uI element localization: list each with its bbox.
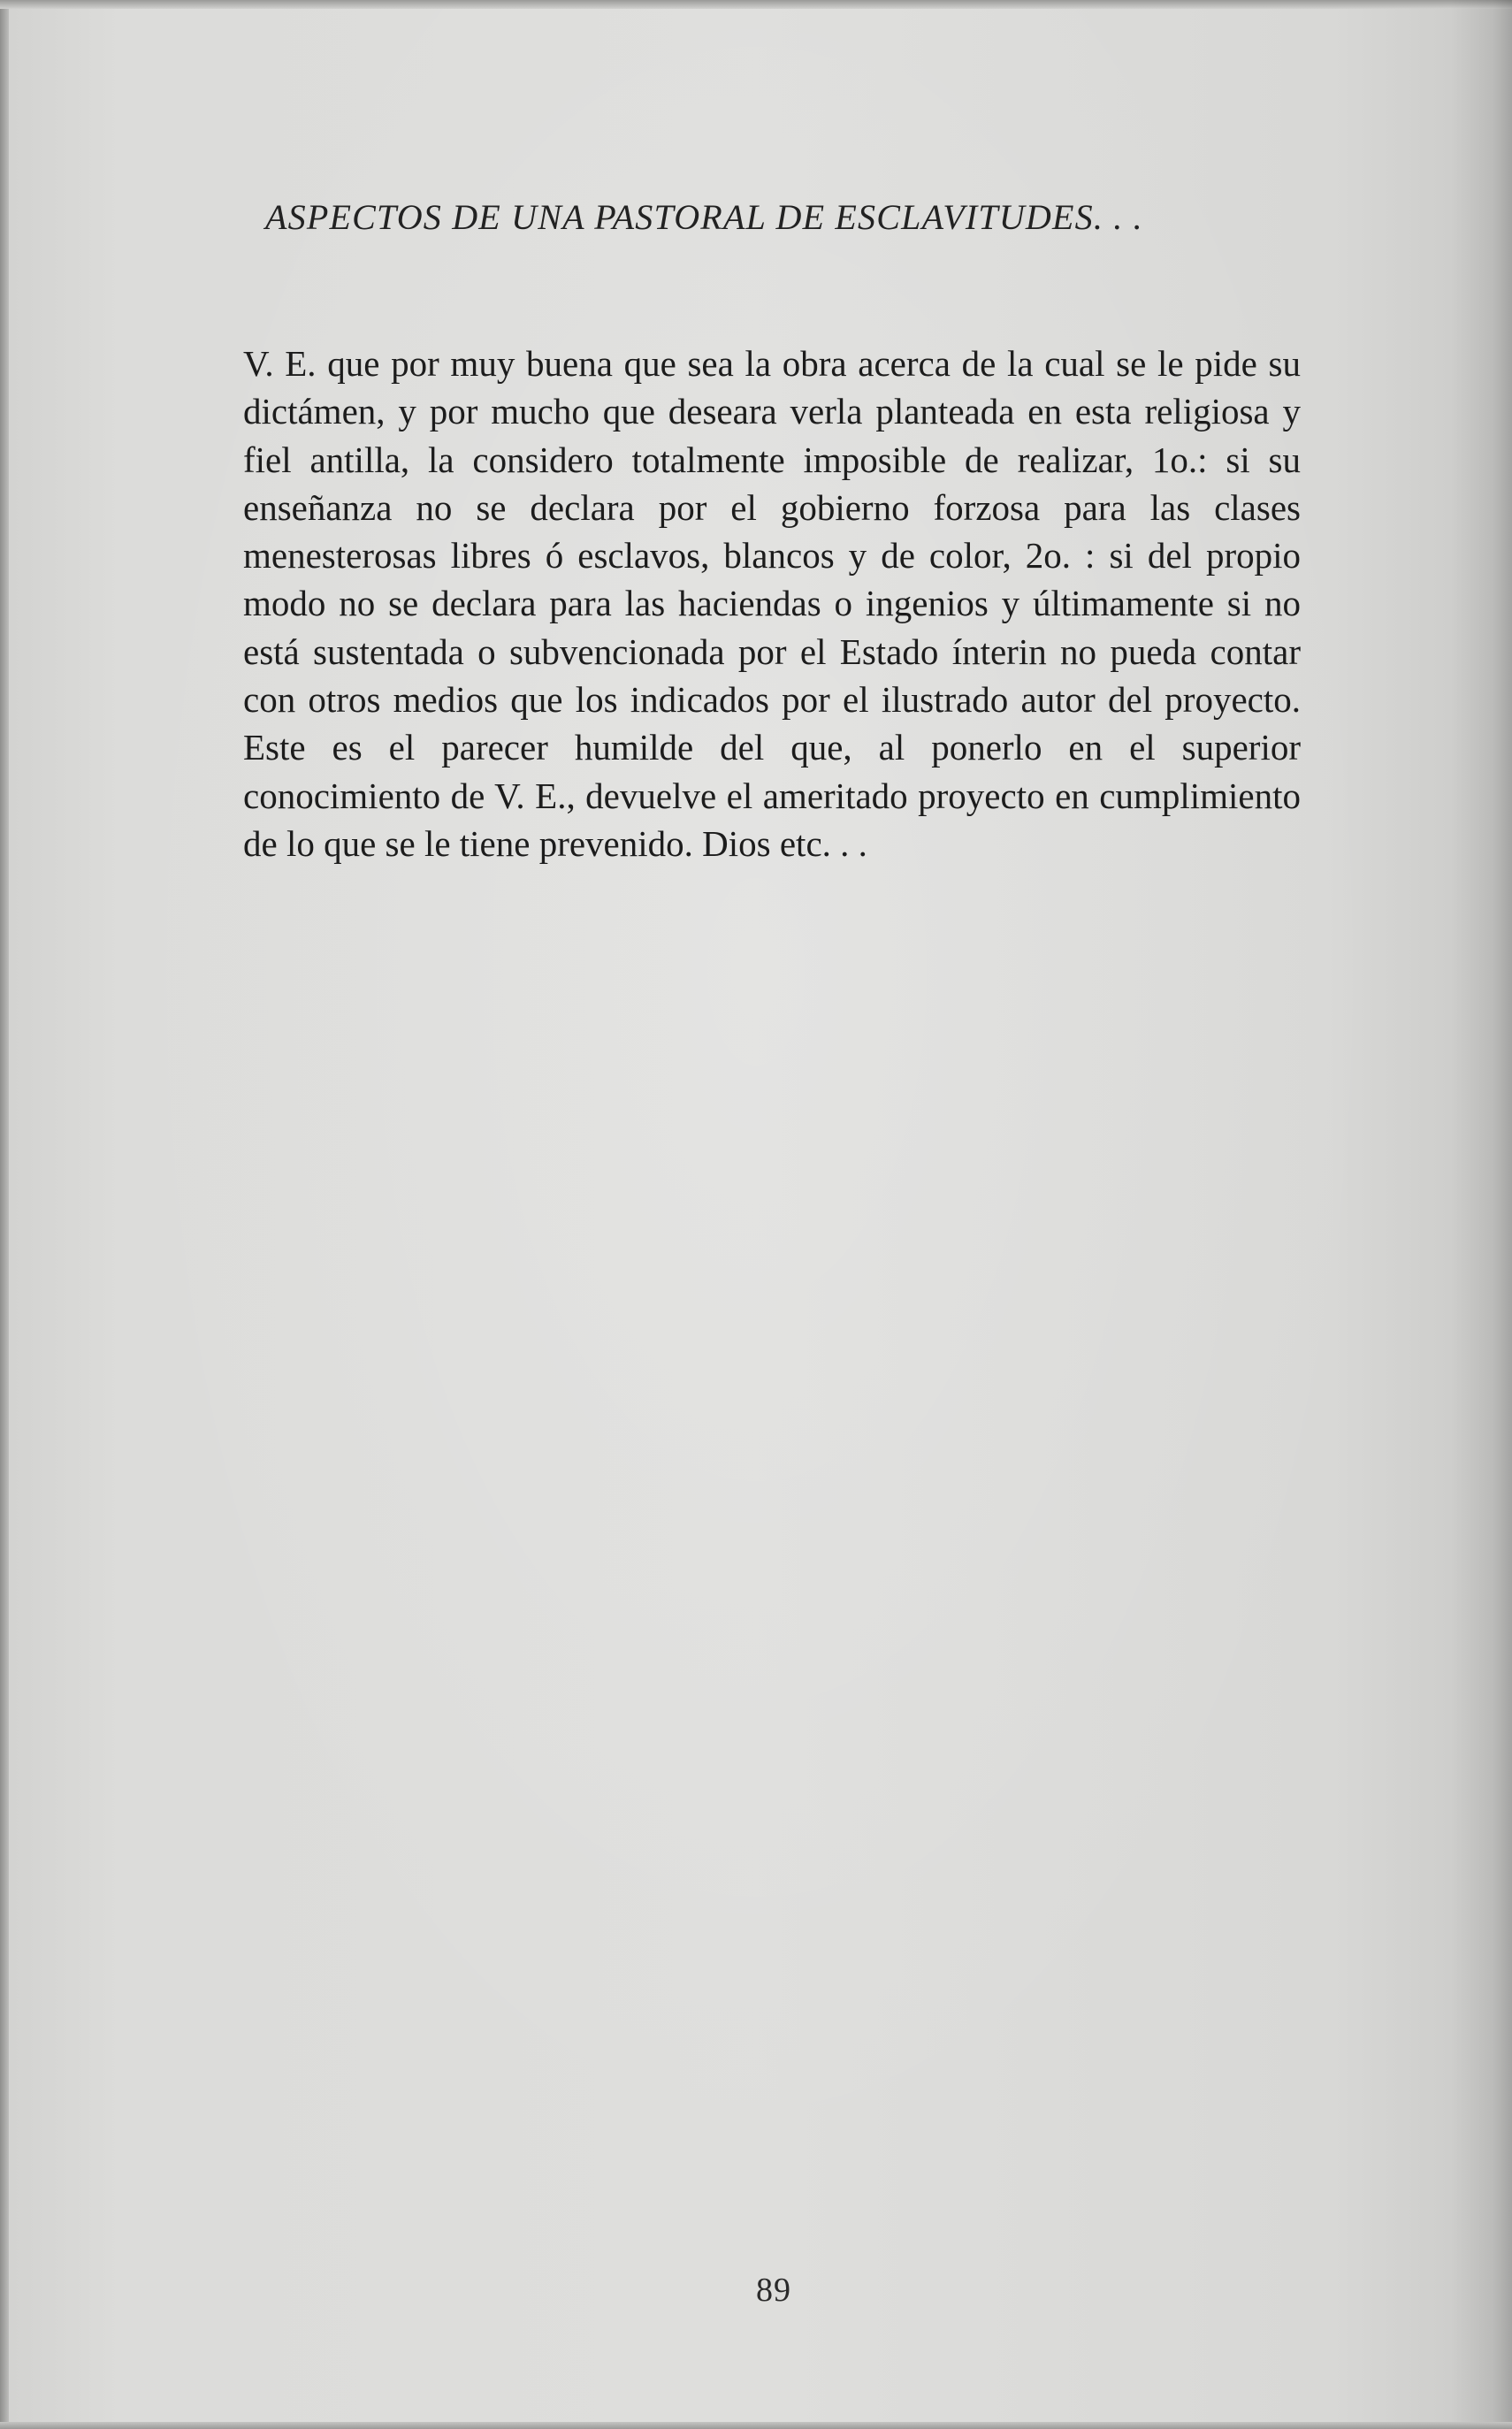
body-paragraph: V. E. que por muy buena que sea la obra acerca de la cual se le pide su dictámen, y por mucho que deseara verla planteada en esta religiosa y fiel antilla, la considero totalmente imposible de realizar, 1o.: si su enseñanza no se declara por el gobierno forzosa para las clases menesterosas libres ó esclavos, blancos y de color, 2o. : si del propio modo no se declara para las haciendas o ingenios y últimamente si no está sustentada o subvencionada por el Estado ínterin no pueda contar con otros medios que los indicados por el ilustrado autor del proyecto. Este es el parecer humilde del que, al ponerlo en el superior conocimiento de V. E., devuelve el ameritado proyecto en cumplimiento de lo que se le tiene prevenido. Dios etc. . .	[243, 343, 1301, 864]
page-number: 89	[756, 2272, 791, 2309]
page-gutter-shadow	[1450, 0, 1512, 2429]
page-top-edge	[0, 0, 1512, 9]
page-left-edge	[0, 0, 9, 2429]
running-head: ASPECTOS DE UNA PASTORAL DE ESCLAVITUDES. . .	[265, 197, 1143, 237]
page-bottom-edge	[0, 2422, 1512, 2429]
